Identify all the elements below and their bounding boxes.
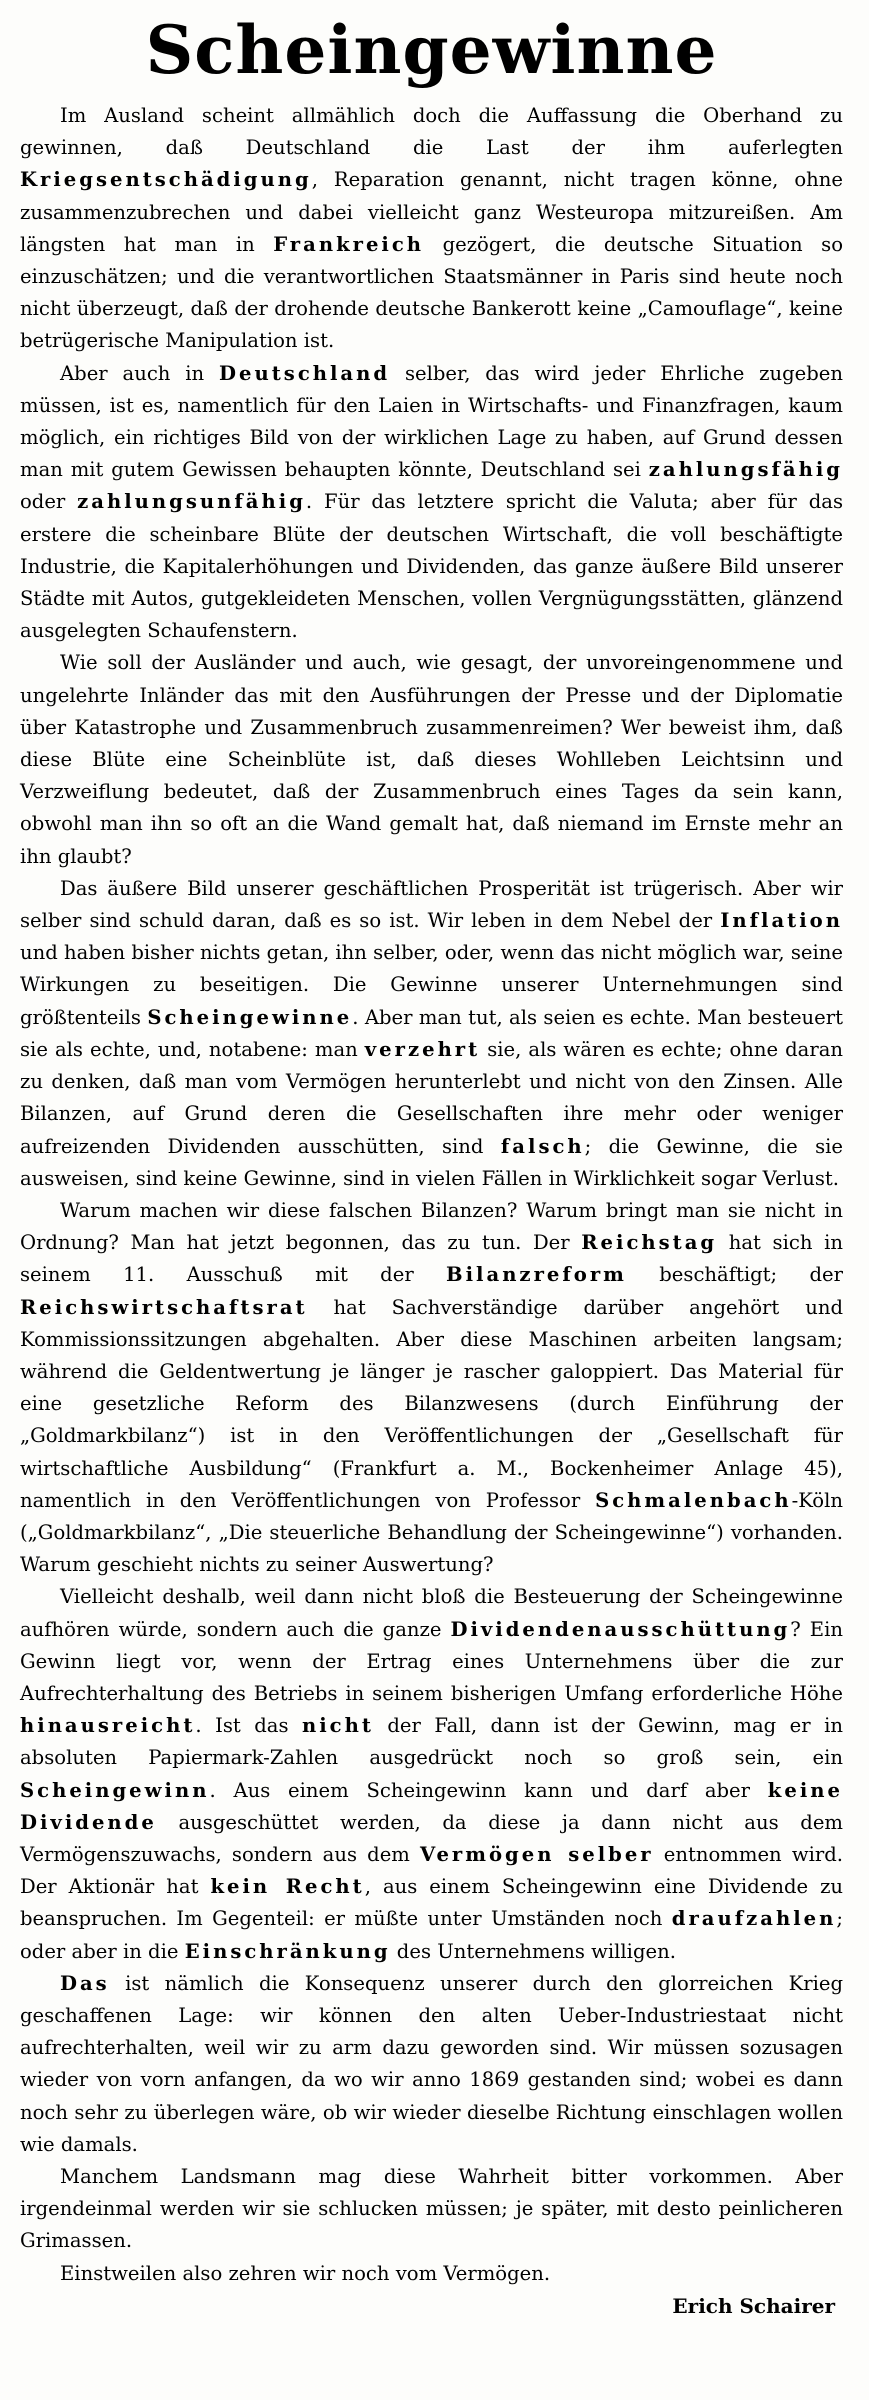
article-paragraph — [20, 358, 843, 648]
paragraph-text: Warum machen wir diese falschen Bilanzen? Warum bringt man sie nicht in Ordnung? Man hat jetzt begonnen, das zu tun. Der — [20, 1198, 843, 1255]
spaced-emphasis-text: zahlungsfähig — [648, 458, 843, 482]
article-paragraph — [20, 2258, 843, 2290]
spaced-emphasis-text: Bilanzreform — [446, 1263, 627, 1287]
article-paragraph — [20, 1581, 843, 1967]
spaced-emphasis-text: zahlungsunfähig — [77, 490, 306, 514]
article-body — [20, 100, 843, 2290]
paragraph-text: . Für das letztere spricht die Valuta; aber für das erstere die scheinbare Blüte der deutschen Wirtschaft, die voll beschäftigte Industrie, die Kapitalerhöhungen und Dividenden, das ganze äußere Bild unserer Städte mit Autos, gutgekleideten Menschen, vollen Vergnügungsstätten, glänzend ausgelegten Schaufenstern. — [20, 490, 844, 643]
spaced-emphasis-text: Vermögen selber — [420, 1842, 654, 1866]
paragraph-text: Manchem Landsmann mag diese Wahrheit bitter vorkommen. Aber irgendeinmal werden wir sie schlucken müssen; je später, mit desto peinlicheren Grimassen. — [20, 2165, 843, 2253]
spaced-emphasis-text: keine Dividende — [20, 1778, 843, 1834]
spaced-emphasis-text: falsch — [500, 1134, 585, 1158]
paragraph-text: ausgeschüttet werden, da diese ja dann nicht aus dem Vermögenszuwachs, sondern aus dem — [20, 1810, 843, 1866]
spaced-emphasis-text: Kriegsentschädigung — [20, 168, 312, 192]
spaced-emphasis-text: Einschränkung — [184, 1939, 391, 1963]
article-paragraph — [20, 1195, 843, 1581]
paragraph-text: . Aus einem Scheingewinn kann und darf aber — [209, 1778, 768, 1802]
spaced-emphasis-text: nicht — [301, 1714, 374, 1738]
article-paragraph — [20, 1968, 843, 2161]
paragraph-text: des Unternehmens willigen. — [390, 1939, 676, 1963]
article-headline: Scheingewinne — [145, 11, 718, 89]
paragraph-text: . Ist das — [195, 1714, 302, 1738]
paragraph-text: hat sich in seinem 11. Ausschuß mit der — [20, 1231, 843, 1287]
paragraph-text: gezögert, die deutsche Situation so einzuschätzen; und die verantwortlichen Staatsmänner in Paris sind heute noch nicht überzeugt, daß der drohende deutsche Bankerott keine „Camouflage“, keine betrügerische Manipulation ist. — [20, 232, 844, 353]
paragraph-text: ? Ein Gewinn liegt vor, wenn der Ertrag eines Unternehmens über die zur Aufrechterhaltung des Betriebs in seinem bisherigen Umfang erforderliche Höhe — [20, 1617, 843, 1705]
paragraph-text: hat Sachverständige darüber angehört und Kommissionssitzungen abgehalten. Aber diese Maschinen arbeiten langsam; während die Geldentwertung je länger je rascher galoppiert. Das Material für eine gesetzliche Reform des Bilanzwesens (durch Einführung der „Goldmarkbilanz“) ist in den Veröffentlichungen der „Gesellschaft für wirtschaftliche Ausbildung“ (Frankfurt a. M., Bockenheimer Anlage 45), namentlich in den Veröffentlichungen von Professor — [20, 1295, 843, 1512]
spaced-emphasis-text: verzehrt — [364, 1037, 481, 1061]
spaced-emphasis-text: Reichstag — [581, 1231, 718, 1255]
article-paragraph — [20, 2161, 843, 2258]
paragraph-text: Wie soll der Ausländer und auch, wie gesagt, der unvoreingenommene und ungelehrte Inländer das mit den Ausführungen der Presse und der Diplomatie über Katastrophe und Zusammenbruch zusammenreimen? Wer beweist ihm, daß diese Blüte eine Scheinblüte ist, daß dieses Wohlleben Leichtsinn und Verzweiflung bedeutet, daß der Zusammenbruch eines Tages da sein kann, obwohl man ihn so oft an die Wand gemalt hat, daß niemand im Ernste mehr an ihn glaubt? — [20, 651, 843, 868]
spaced-emphasis-text: Das — [60, 1971, 110, 1995]
paragraph-text: Das äußere Bild unserer geschäftlichen Prosperität ist trügerisch. Aber wir selber sind schuld daran, daß es so ist. Wir leben in dem Nebel der — [20, 876, 843, 933]
paragraph-text: , aus einem Scheingewinn eine Dividende zu beanspruchen. Im Gegenteil: er müßte unter Umständen noch — [20, 1875, 844, 1931]
paragraph-text: selber, das wird jeder Ehrliche zugeben müssen, ist es, namentlich für den Laien in Wirtschafts- und Finanzfragen, kaum möglich, ein richtiges Bild von der wirklichen Lage zu haben, auf Grund dessen man mit gutem Gewissen behaupten könnte, Deutschland sei — [20, 361, 843, 482]
spaced-emphasis-text: Scheingewinne — [147, 1005, 353, 1029]
paragraph-text: und haben bisher nichts getan, ihn selber, oder, wenn das nicht möglich war, seine Wirkungen zu beseitigen. Die Gewinne unserer Unternehmungen sind größtenteils — [20, 941, 843, 1029]
paragraph-text: ; die Gewinne, die sie ausweisen, sind keine Gewinne, sind in vielen Fällen in Wirklichkeit sogar Verlust. — [20, 1134, 843, 1190]
spaced-emphasis-text: Dividendenausschüttung — [450, 1617, 791, 1641]
paragraph-text: der Fall, dann ist der Gewinn, mag er in absoluten Papiermark-Zahlen ausgedrückt noch so groß sein, ein — [20, 1714, 843, 1770]
article-paragraph — [20, 873, 843, 1195]
spaced-emphasis-text: kein Recht — [210, 1875, 365, 1899]
spaced-emphasis-text: draufzahlen — [671, 1907, 837, 1931]
paragraph-text: Einstweilen also zehren wir noch vom Vermögen. — [60, 2261, 551, 2285]
paragraph-text: Vielleicht deshalb, weil dann nicht bloß die Besteuerung der Scheingewinne aufhören würde, sondern auch die ganze — [20, 1585, 843, 1641]
paragraph-text: , Reparation genannt, nicht tragen könne, ohne zusammenzubrechen und dabei vielleicht ganz Westeuropa mitzureißen. Am längsten hat man in — [20, 168, 843, 256]
paragraph-text: -Köln („Goldmarkbilanz“, „Die steuerliche Behandlung der Scheingewinne“) vorhanden. Warum geschieht nichts zu seiner Auswertung? — [20, 1488, 843, 1577]
paragraph-text: ist nämlich die Konsequenz unserer durch den glorreichen Krieg geschaffenen Lage: wir können den alten Ueber-Industriestaat nicht aufrechterhalten, weil wir zu arm dazu geworden sind. Wir müssen sozusagen wieder von vorn anfangen, da wo wir anno 1869 gestanden sind; wobei es dann noch sehr zu überlegen wäre, ob wir wieder dieselbe Richtung einschlagen wollen wie damals. — [20, 1971, 843, 2156]
spaced-emphasis-text: Scheingewinn — [20, 1778, 210, 1802]
paragraph-text: beschäftigt; der — [626, 1263, 843, 1287]
paragraph-text: Aber auch in — [60, 361, 220, 385]
paragraph-text: entnommen wird. Der Aktionär hat — [20, 1842, 843, 1899]
paragraph-text: . Aber man tut, als seien es echte. Man besteuert sie als echte, und, notabene: man — [20, 1005, 843, 1061]
spaced-emphasis-text: Deutschland — [219, 361, 391, 385]
paragraph-text: oder — [20, 490, 78, 514]
spaced-emphasis-text: Inflation — [720, 909, 843, 933]
paragraph-text: ; oder aber in die — [20, 1907, 843, 1963]
article-paragraph — [20, 647, 843, 872]
paragraph-text: Im Ausland scheint allmählich doch die Auffassung die Oberhand zu gewinnen, daß Deutschland die Last der ihm auferlegten — [20, 104, 843, 160]
article-paragraph — [20, 100, 843, 358]
paragraph-text: sie, als wären es echte; ohne daran zu denken, daß man vom Vermögen herunterlebt und nicht von den Zinsen. Alle Bilanzen, auf Grund deren die Gesellschaften ihre mehr oder weniger aufreizenden Dividenden ausschütten, sind — [20, 1037, 843, 1158]
spaced-emphasis-text: Frankreich — [273, 232, 425, 256]
spaced-emphasis-text: Schmalenbach — [595, 1488, 792, 1512]
spaced-emphasis-text: hinausreicht — [20, 1714, 196, 1738]
author-signature: Erich Schairer — [672, 2293, 835, 2318]
spaced-emphasis-text: Reichswirtschaftsrat — [20, 1295, 308, 1319]
